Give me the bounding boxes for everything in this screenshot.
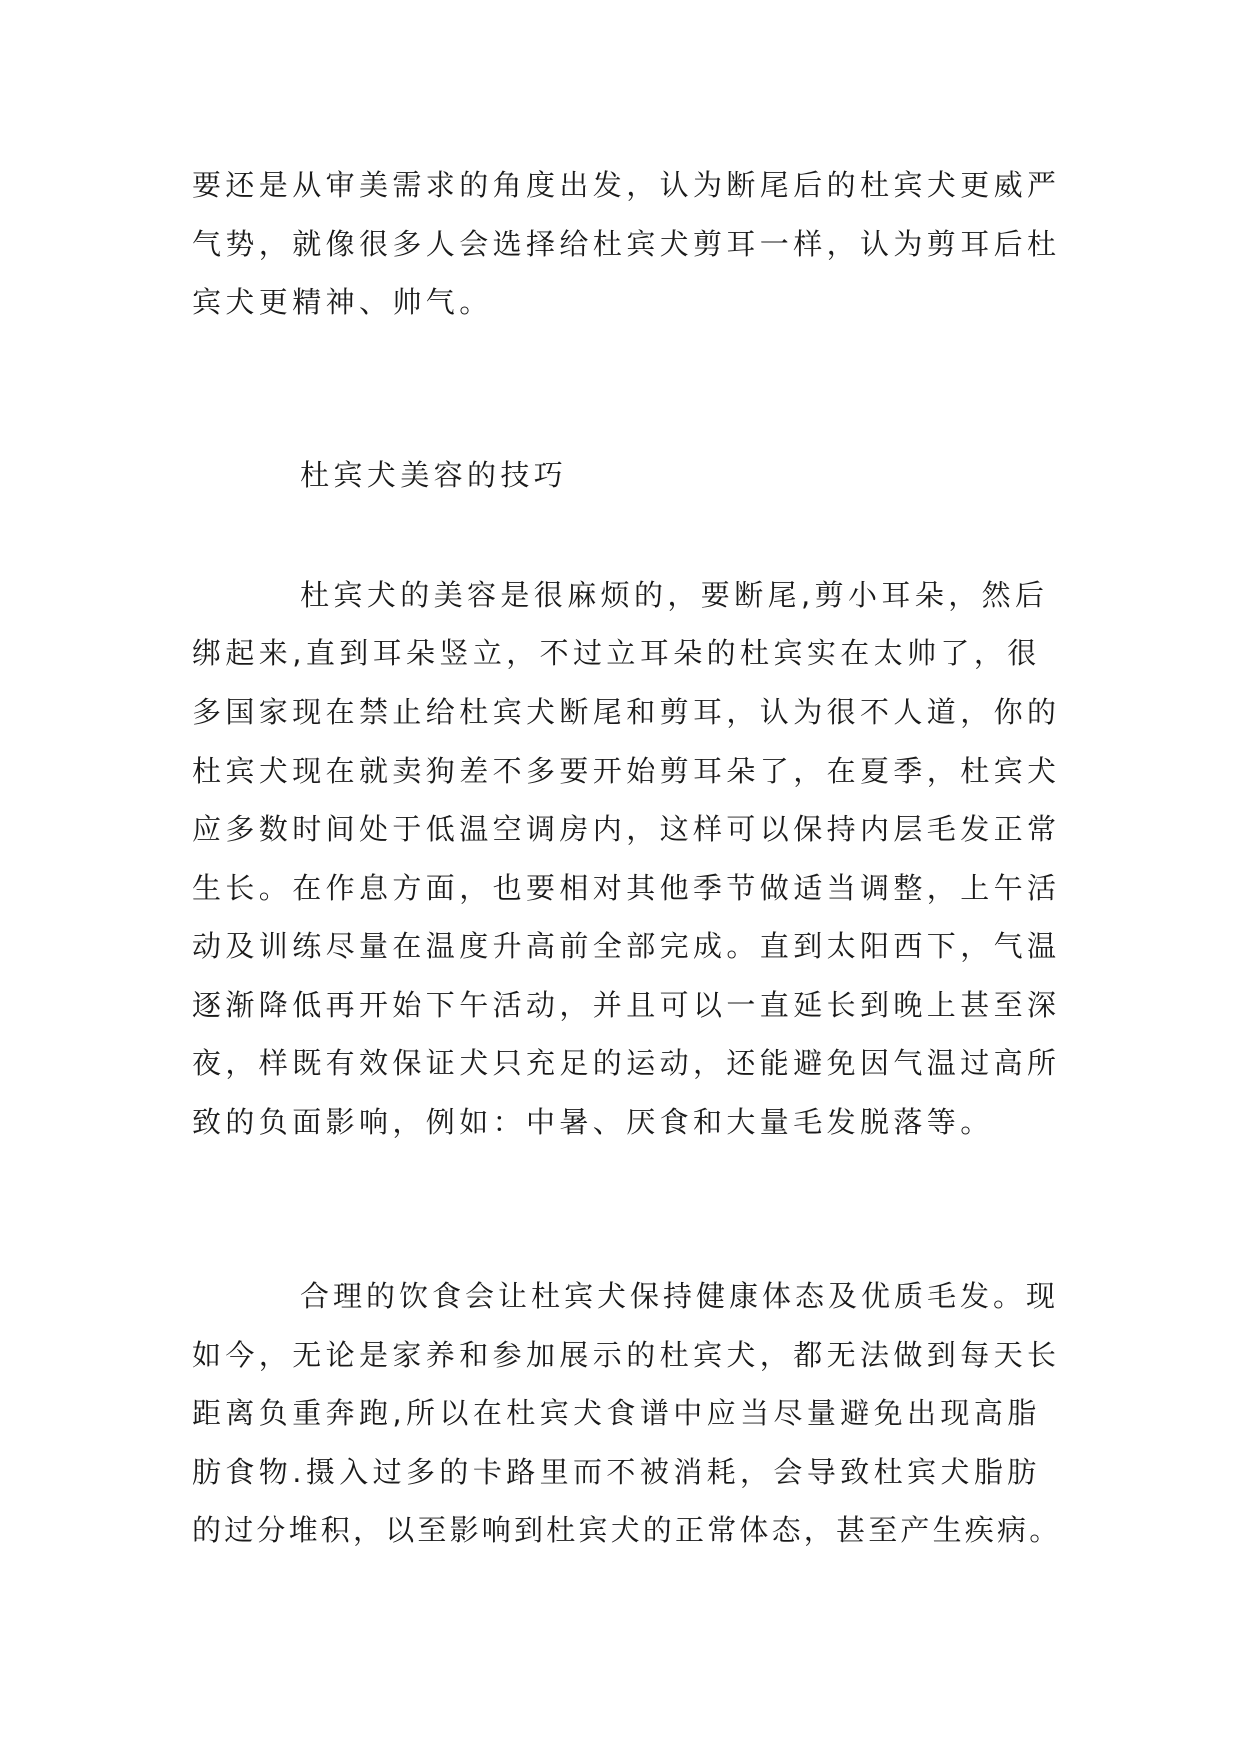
paragraph-2-line-3: 多国家现在禁止给杜宾犬断尾和剪耳，认为很不人道，你的: [192, 695, 1061, 729]
paragraph-1-line-2: 气势，就像很多人会选择给杜宾犬剪耳一样，认为剪耳后杜: [192, 227, 1061, 261]
paragraph-2-line-1: 杜宾犬的美容是很麻烦的，要断尾,剪小耳朵，然后: [300, 578, 1049, 612]
paragraph-2-line-10: 致的负面影响，例如：中暑、厌食和大量毛发脱落等。: [192, 1105, 994, 1139]
paragraph-3-line-2: 如今，无论是家养和参加展示的杜宾犬，都无法做到每天长: [192, 1338, 1061, 1372]
paragraph-1-line-3: 宾犬更精神、帅气。: [192, 285, 493, 319]
paragraph-2-line-2: 绑起来,直到耳朵竖立，不过立耳朵的杜宾实在太帅了，很: [192, 636, 1041, 670]
paragraph-2-line-9: 夜，样既有效保证犬只充足的运动，还能避免因气温过高所: [192, 1046, 1061, 1080]
paragraph-2-line-6: 生长。在作息方面，也要相对其他季节做适当调整，上午活: [192, 871, 1061, 905]
paragraph-2-line-4: 杜宾犬现在就卖狗差不多要开始剪耳朵了，在夏季，杜宾犬: [192, 754, 1061, 788]
paragraph-2-line-7: 动及训练尽量在温度升高前全部完成。直到太阳西下，气温: [192, 929, 1061, 963]
paragraph-2-line-8: 逐渐降低再开始下午活动，并且可以一直延长到晚上甚至深: [192, 988, 1061, 1022]
paragraph-3-line-5: 的过分堆积，以至影响到杜宾犬的正常体态，甚至产生疾病。: [192, 1513, 1062, 1547]
paragraph-3-line-4: 肪食物.摄入过多的卡路里而不被消耗，会导致杜宾犬脂肪: [192, 1455, 1041, 1489]
paragraph-1-line-1: 要还是从审美需求的角度出发，认为断尾后的杜宾犬更威严: [192, 168, 1061, 202]
paragraph-2-line-5: 应多数时间处于低温空调房内，这样可以保持内层毛发正常: [192, 812, 1061, 846]
paragraph-3-line-1: 合理的饮食会让杜宾犬保持健康体态及优质毛发。现: [300, 1279, 1060, 1313]
paragraph-3-line-3: 距离负重奔跑,所以在杜宾犬食谱中应当尽量避免出现高脂: [192, 1396, 1041, 1430]
section-heading: 杜宾犬美容的技巧: [300, 458, 568, 492]
